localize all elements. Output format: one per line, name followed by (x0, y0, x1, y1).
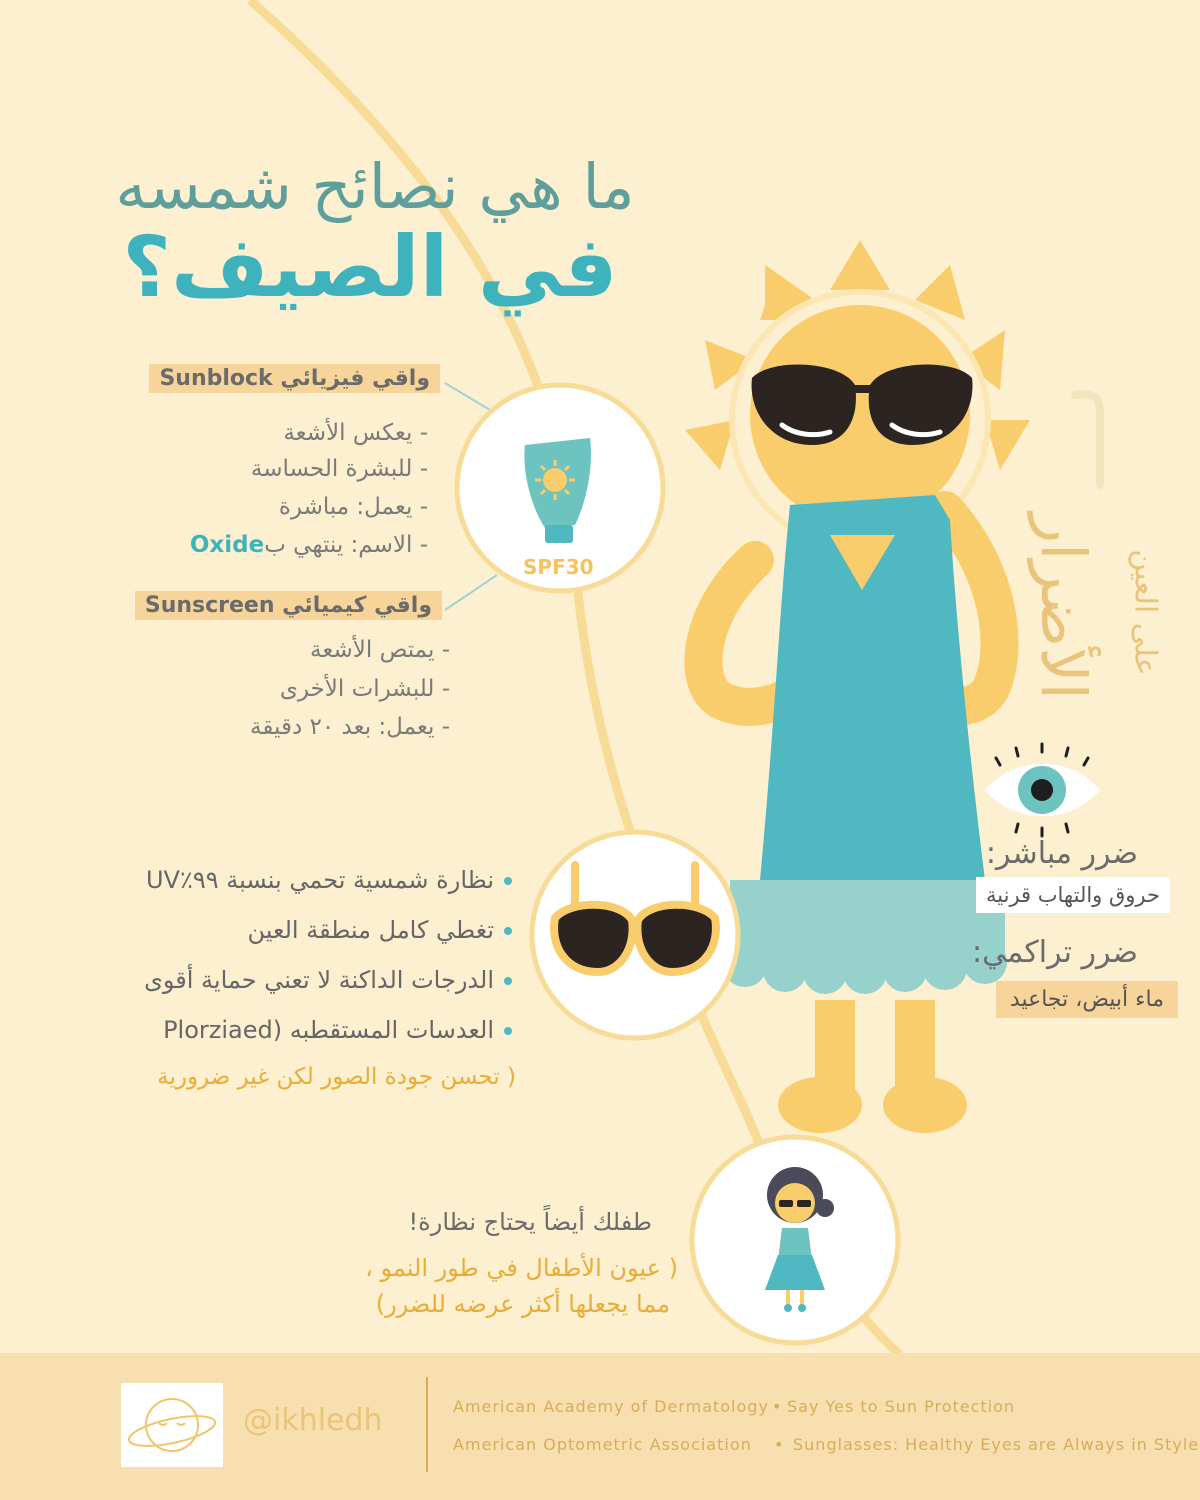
polarized-note: ( تحسن جودة الصور لكن غير ضرورية (157, 1064, 516, 1090)
glasses-bullet-3 (144, 966, 512, 994)
sunblock-item-1: - يعكس الأشعة (283, 420, 428, 446)
planet-logo-icon (121, 1383, 223, 1467)
source-2: Say Yes to Sun Protection (787, 1397, 1016, 1416)
footer (0, 1353, 1200, 1500)
direct-damage-label: ضرر مباشر: (985, 836, 1138, 871)
bullet-dot (504, 977, 512, 985)
cumulative-damage-value: ماء أبيض، تجاعيد (996, 981, 1178, 1018)
sunblock-item-4 (190, 532, 428, 558)
title-line2: في الصيف؟ (122, 218, 618, 316)
glasses-bullet-2 (248, 916, 512, 944)
glasses-bullet-3-text: الدرجات الداكنة لا تعني حماية أقوى (144, 966, 494, 994)
bullet-dot (504, 927, 512, 935)
glasses-bullet-4 (163, 1016, 512, 1044)
sunscreen-section (135, 593, 442, 618)
glasses-bullet-2-text: تغطي كامل منطقة العين (247, 916, 494, 944)
sunscreen-label: واقي كيميائي Sunscreen (135, 591, 442, 620)
glasses-bullet-4-text: العدسات المستقطبه (Plorziaed (163, 1016, 494, 1044)
oxide-accent: Oxide (189, 532, 265, 558)
bullet-dot (504, 1027, 512, 1035)
direct-damage-value: حروق والتهاب قرنية (976, 877, 1170, 913)
side-title-main: الأضرار (1026, 513, 1100, 700)
child-line1: ( عيون الأطفال في طور النمو ، (365, 1254, 678, 1282)
child-heading: طفلك أيضاً يحتاج نظارة! (408, 1208, 652, 1236)
glasses-bullet-1-text: نظارة شمسية تحمي بنسبة ٩٩٪UV (145, 866, 494, 894)
sunblock-section (149, 366, 440, 391)
title-line1: ما هي نصائح شمسه (115, 150, 635, 223)
sunblock-item-3: - يعمل: مباشرة (278, 494, 428, 520)
sunscreen-item-3: - يعمل: بعد ٢٠ دقيقة (250, 714, 450, 740)
side-title-sub: على العين (1127, 549, 1163, 676)
source-4: Sunglasses: Healthy Eyes are Always in Style (793, 1435, 1200, 1454)
spf-label: SPF30 (523, 555, 594, 579)
source-separator: • (772, 1397, 782, 1416)
glasses-bullet-1 (146, 866, 512, 894)
sunscreen-item-2: - للبشرات الأخرى (279, 676, 450, 702)
source-separator: • (774, 1435, 784, 1454)
bullet-dot (504, 877, 512, 885)
source-1: American Academy of Dermatology (453, 1397, 769, 1416)
logo (121, 1383, 223, 1467)
dress-ruffle (723, 880, 1007, 994)
footer-handle: @ikhledh (243, 1403, 383, 1438)
cumulative-damage-label: ضرر تراكمي: (971, 935, 1138, 970)
footer-divider (426, 1377, 428, 1472)
eye-icon (985, 744, 1100, 836)
sunblock-item-4-text: - الاسم: ينتهي ب (264, 532, 428, 558)
child-line2: مما يجعلها أكثر عرضه للضرر) (375, 1290, 670, 1318)
sunblock-label: واقي فيزيائي Sunblock (149, 364, 440, 393)
sunblock-item-2: - للبشرة الحساسة (250, 456, 428, 482)
source-3: American Optometric Association (453, 1435, 752, 1454)
sunscreen-item-1: - يمتص الأشعة (310, 637, 450, 663)
